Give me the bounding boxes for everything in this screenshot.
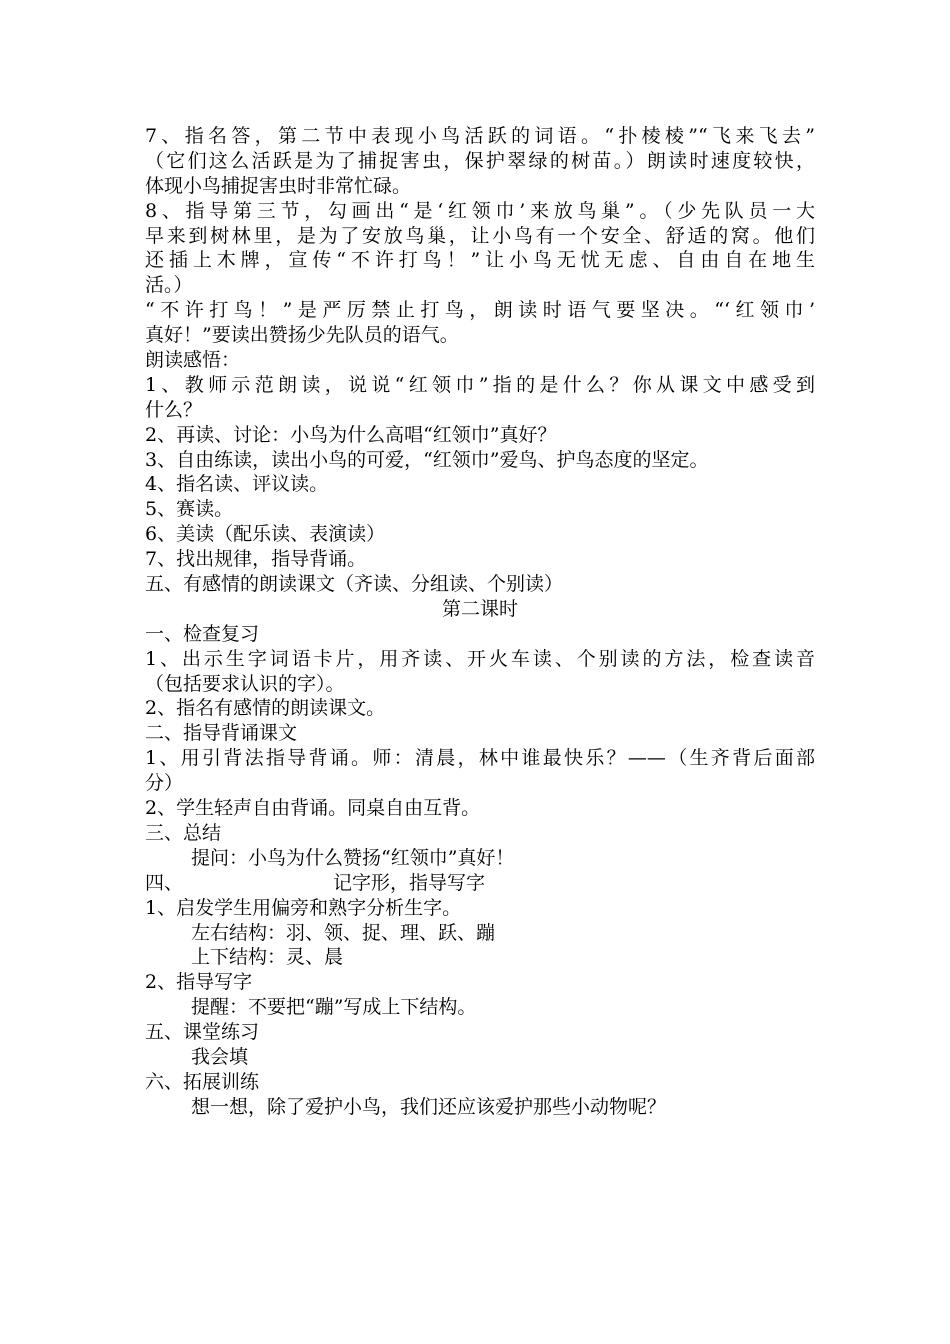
paragraph-line: 真好！”要读出赞扬少先队员的语气。: [145, 324, 459, 347]
paragraph-line: 7、指名答，第二节中表现小鸟活跃的词语。“扑棱棱”“飞来飞去”: [145, 125, 815, 147]
indented-line: 上下结构：灵、晨: [191, 946, 344, 969]
section-heading: 三、总结: [145, 821, 222, 844]
indented-line: 左右结构：羽、领、捉、理、跃、蹦: [191, 921, 496, 944]
indented-line: 我会填: [191, 1045, 249, 1068]
list-item: 什么？: [145, 398, 203, 421]
indented-line: 想一想，除了爱护小鸟，我们还应该爱护那些小动物呢？: [191, 1095, 667, 1118]
section-heading: 朗读感悟：: [145, 349, 241, 372]
list-item: 7、找出规律，指导背诵。: [145, 548, 367, 571]
list-item: 2、指导写字: [145, 971, 253, 994]
section-title: 记字形，指导写字: [333, 871, 486, 894]
section-heading: 五、有感情的朗读课文（齐读、分组读、个别读）: [145, 573, 564, 596]
paragraph-line: （它们这么活跃是为了捕捉害虫，保护翠绿的树苗。）朗读时速度较快，: [145, 149, 815, 172]
list-item: 2、再读、讨论：小鸟为什么高唱“红领巾”真好？: [145, 423, 557, 446]
section-heading: 二、指导背诵课文: [145, 722, 298, 745]
list-item: 1、用引背法指导背诵。师：清晨，林中谁最快乐？——（生齐背后面部: [145, 747, 815, 770]
paragraph-line: 活。）: [145, 274, 193, 297]
indented-line: 提问：小鸟为什么赞扬“红领巾”真好！: [191, 846, 515, 869]
list-item: 6、美读（配乐读、表演读）: [145, 523, 386, 546]
list-item: 1、出示生字词语卡片，用齐读、开火车读、个别读的方法，检查读音: [145, 647, 815, 670]
list-item: 3、自由练读，读出小鸟的可爱，“红领巾”爱鸟、护鸟态度的坚定。: [145, 448, 709, 471]
list-item: 5、赛读。: [145, 498, 234, 521]
paragraph-line: 8、指导第三节，勾画出“是‘红领巾’来放鸟巢”。（少先队员一大: [145, 199, 815, 222]
paragraph-line: “不许打鸟！”是严厉禁止打鸟，朗读时语气要坚决。“‘红领巾’: [145, 299, 815, 322]
section-number: 四、: [145, 871, 184, 894]
list-item: 4、指名读、评议读。: [145, 473, 329, 496]
list-item: 2、学生轻声自由背诵。同桌自由互背。: [145, 797, 481, 820]
list-item: 1、启发学生用偏旁和熟字分析生字。: [145, 896, 462, 919]
section-heading: 一、检查复习: [145, 622, 260, 645]
indented-line: 提醒：不要把“蹦”写成上下结构。: [191, 996, 477, 1019]
list-item: 2、指名有感情的朗读课文。: [145, 697, 386, 720]
section-heading: 六、拓展训练: [145, 1070, 260, 1093]
document-body: [145, 124, 815, 1120]
lesson-title: 第二课时: [441, 597, 518, 620]
paragraph-line: 早来到树林里，是为了安放鸟巢，让小鸟有一个安全、舒适的窝。他们: [145, 224, 815, 247]
list-item: 1、教师示范朗读，说说“红领巾”指的是什么？你从课文中感受到: [145, 373, 815, 396]
paragraph-line: 体现小鸟捕捉害虫时非常忙碌。: [145, 174, 412, 197]
list-item: （包括要求认识的字）。: [145, 672, 345, 695]
paragraph-line: 还插上木牌，宣传“不许打鸟！”让小鸟无忧无虑、自由自在地生: [145, 249, 815, 272]
section-heading: 五、课堂练习: [145, 1021, 260, 1044]
section-heading: [145, 871, 815, 896]
list-item: 分）: [145, 772, 184, 795]
